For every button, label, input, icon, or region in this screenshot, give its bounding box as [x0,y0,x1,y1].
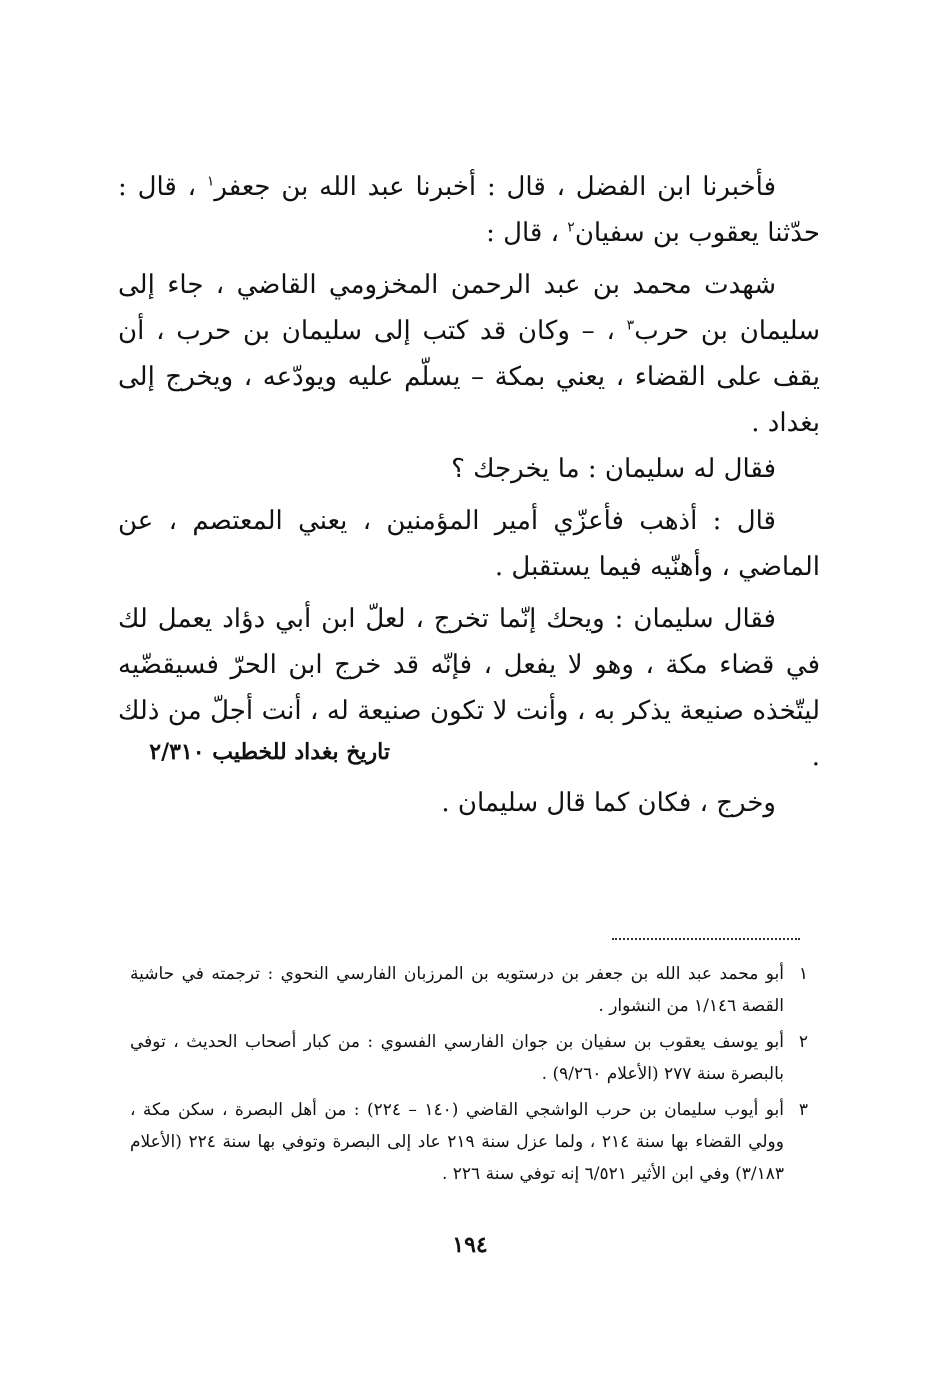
footnote-ref-1[interactable]: ١ [206,173,215,190]
footnote-3-number: ٣ [798,1100,808,1120]
paragraph-2 [118,262,820,446]
paragraph-1 [118,164,820,256]
paragraph-1-text-c: ، قال : [486,218,568,248]
paragraph-5: فقال سليمان : ويحك إنّما تخرج ، لعلّ ابن أبي دؤاد يعمل لك في قضاء مكة ، وهو لا يفعل ، فإنّه قد خرج ابن الحرّ فسيقضّيه ليتّخذه صنيعة يذكر به ، وأنت لا تكون صنيعة له ، أنت أجلّ من ذلك . [118,604,820,772]
page-number: ١٩٤ [452,1232,488,1258]
source-reference: تاريخ بغداد للخطيب ٢/٣١٠ [149,739,390,765]
footnote-1-text: أبو محمد عبد الله بن جعفر بن درستويه بن المرزبان الفارسي النحوي : ترجمته في حاشية القصة ١/١٤٦ من النشوار . [130,964,784,1016]
footnote-1 [130,958,808,1022]
footnote-3 [130,1094,808,1190]
paragraph-2-text-a: شهدت محمد بن عبد الرحمن المخزومي القاضي ، جاء إلى سليمان بن حرب [118,270,820,346]
paragraph-1-text-a: فأخبرنا ابن الفضل ، قال : أخبرنا عبد الله بن جعفر [214,172,777,202]
footnote-ref-2[interactable]: ٢ [567,219,575,236]
footnote-2-number: ٢ [798,1032,808,1052]
paragraph-6: وخرج ، فكان كما قال سليمان . [441,788,776,818]
footnote-2 [130,1026,808,1090]
footnote-2-text: أبو يوسف يعقوب بن سفيان بن جوان الفارسي الفسوي : من كبار أصحاب الحديث ، توفي بالبصرة سنة ٢٧٧ (الأعلام ٩/٢٦٠) . [130,1032,784,1084]
footnote-1-number: ١ [798,964,808,984]
paragraph-1-text-b: ، قال : حدّثنا يعقوب بن سفيان [118,172,820,248]
footnote-3-text: أبو أيوب سليمان بن حرب الواشجي القاضي (١٤٠ – ٢٢٤) : من أهل البصرة ، سكن مكة ، وولي القضاء بها سنة ٢١٤ ، ولما عزل سنة ٢١٩ عاد إلى البصرة وتوفي بها سنة ٢٢٤ (الأعلام ٣/١٨٣) وفي ابن الأثير ٦/٥٢١ إنه توفي سنة ٢٢٦ . [130,1100,784,1184]
footnote-ref-3[interactable]: ٣ [626,317,635,334]
paragraph-2-text-b: ، – وكان قد كتب إلى سليمان بن حرب ، أن يقف على القضاء ، يعني بمكة – يسلّم عليه ويودّعه ، ويخرج إلى بغداد . [118,316,820,438]
footnote-separator [612,938,800,940]
footnotes [130,958,808,1194]
paragraph-3: فقال له سليمان : ما يخرجك ؟ [451,454,776,484]
paragraph-4: قال : أذهب فأعزّي أمير المؤمنين ، يعني المعتصم ، عن الماضي ، وأهنّيه فيما يستقبل . [118,506,820,582]
main-text [118,164,820,826]
